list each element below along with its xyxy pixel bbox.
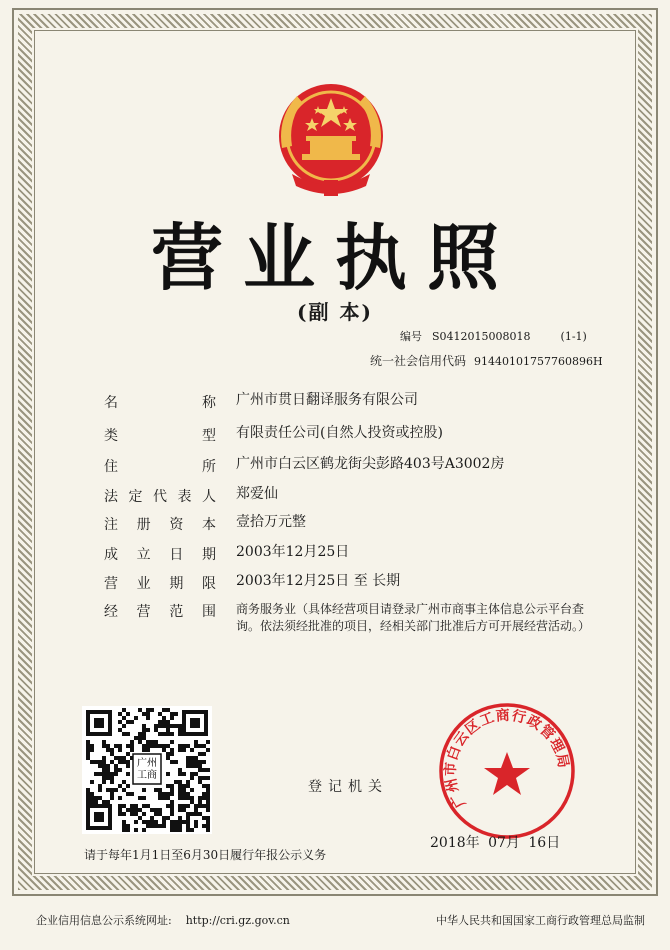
field-value: 广州市贯日翻译服务有限公司 [236, 392, 418, 408]
field-value: 2003年12月25日 至 长期 [236, 573, 401, 589]
qr-code[interactable] [82, 706, 212, 834]
credit-code-label: 统一社会信用代码 [370, 354, 467, 368]
date-day: 16日 [528, 835, 561, 851]
copy-subtitle: (副 本) [297, 300, 373, 324]
official-seal-icon [436, 700, 578, 842]
footer-website [36, 912, 290, 928]
field-label: 营 业 期 限 [104, 576, 216, 592]
serial-page: (1-1) [560, 330, 587, 343]
field-label: 类 型 [104, 428, 216, 444]
field-value: 商务服务业（具体经营项目请登录广州市商事主体信息公示平台查询。依法须经批准的项目，经相关部门批准后方可开展经营活动。） [236, 602, 591, 633]
field-label: 名 称 [104, 395, 216, 411]
page-title: 营业执照 [150, 216, 519, 300]
serial-value: S0412015008018 [432, 330, 531, 343]
credit-code [370, 352, 603, 369]
svg-text:广州市白云区工商行政管理局: 广州市白云区工商行政管理局 [442, 707, 572, 811]
footer-supervisor: 中华人民共和国国家工商行政管理总局监制 [436, 914, 645, 927]
date-month: 07月 [488, 835, 520, 851]
field-value: 有限责任公司(自然人投资或控股) [236, 425, 443, 441]
field-label: 经 营 范 围 [104, 604, 216, 620]
annual-report-notice: 请于每年1月1日至6月30日履行年报公示义务 [84, 848, 327, 862]
registration-authority-label: 登记机关 [308, 779, 388, 795]
national-emblem-icon [262, 78, 400, 204]
field-value: 壹拾万元整 [236, 514, 306, 530]
footer-website-label: 企业信用信息公示系统网址: [36, 914, 172, 927]
field-label: 住 所 [104, 459, 216, 475]
qr-label: 广州 [137, 758, 157, 769]
serial-number [400, 328, 587, 344]
field-value: 郑爱仙 [236, 486, 278, 502]
field-value: 广州市白云区鹤龙街尖彭路403号A3002房 [236, 456, 505, 472]
date-year: 2018年 [430, 835, 480, 851]
field-label: 法 定 代 表 人 [104, 489, 216, 505]
field-label: 注 册 资 本 [104, 517, 216, 533]
serial-label: 编号 [400, 330, 422, 343]
issue-date [430, 832, 564, 852]
qr-label: 工商 [137, 770, 157, 781]
credit-code-value: 91440101757760896H [474, 355, 603, 368]
field-value: 2003年12月25日 [236, 544, 350, 560]
field-label: 成 立 日 期 [104, 547, 216, 563]
footer-website-url[interactable]: http://cri.gz.gov.cn [185, 914, 290, 927]
